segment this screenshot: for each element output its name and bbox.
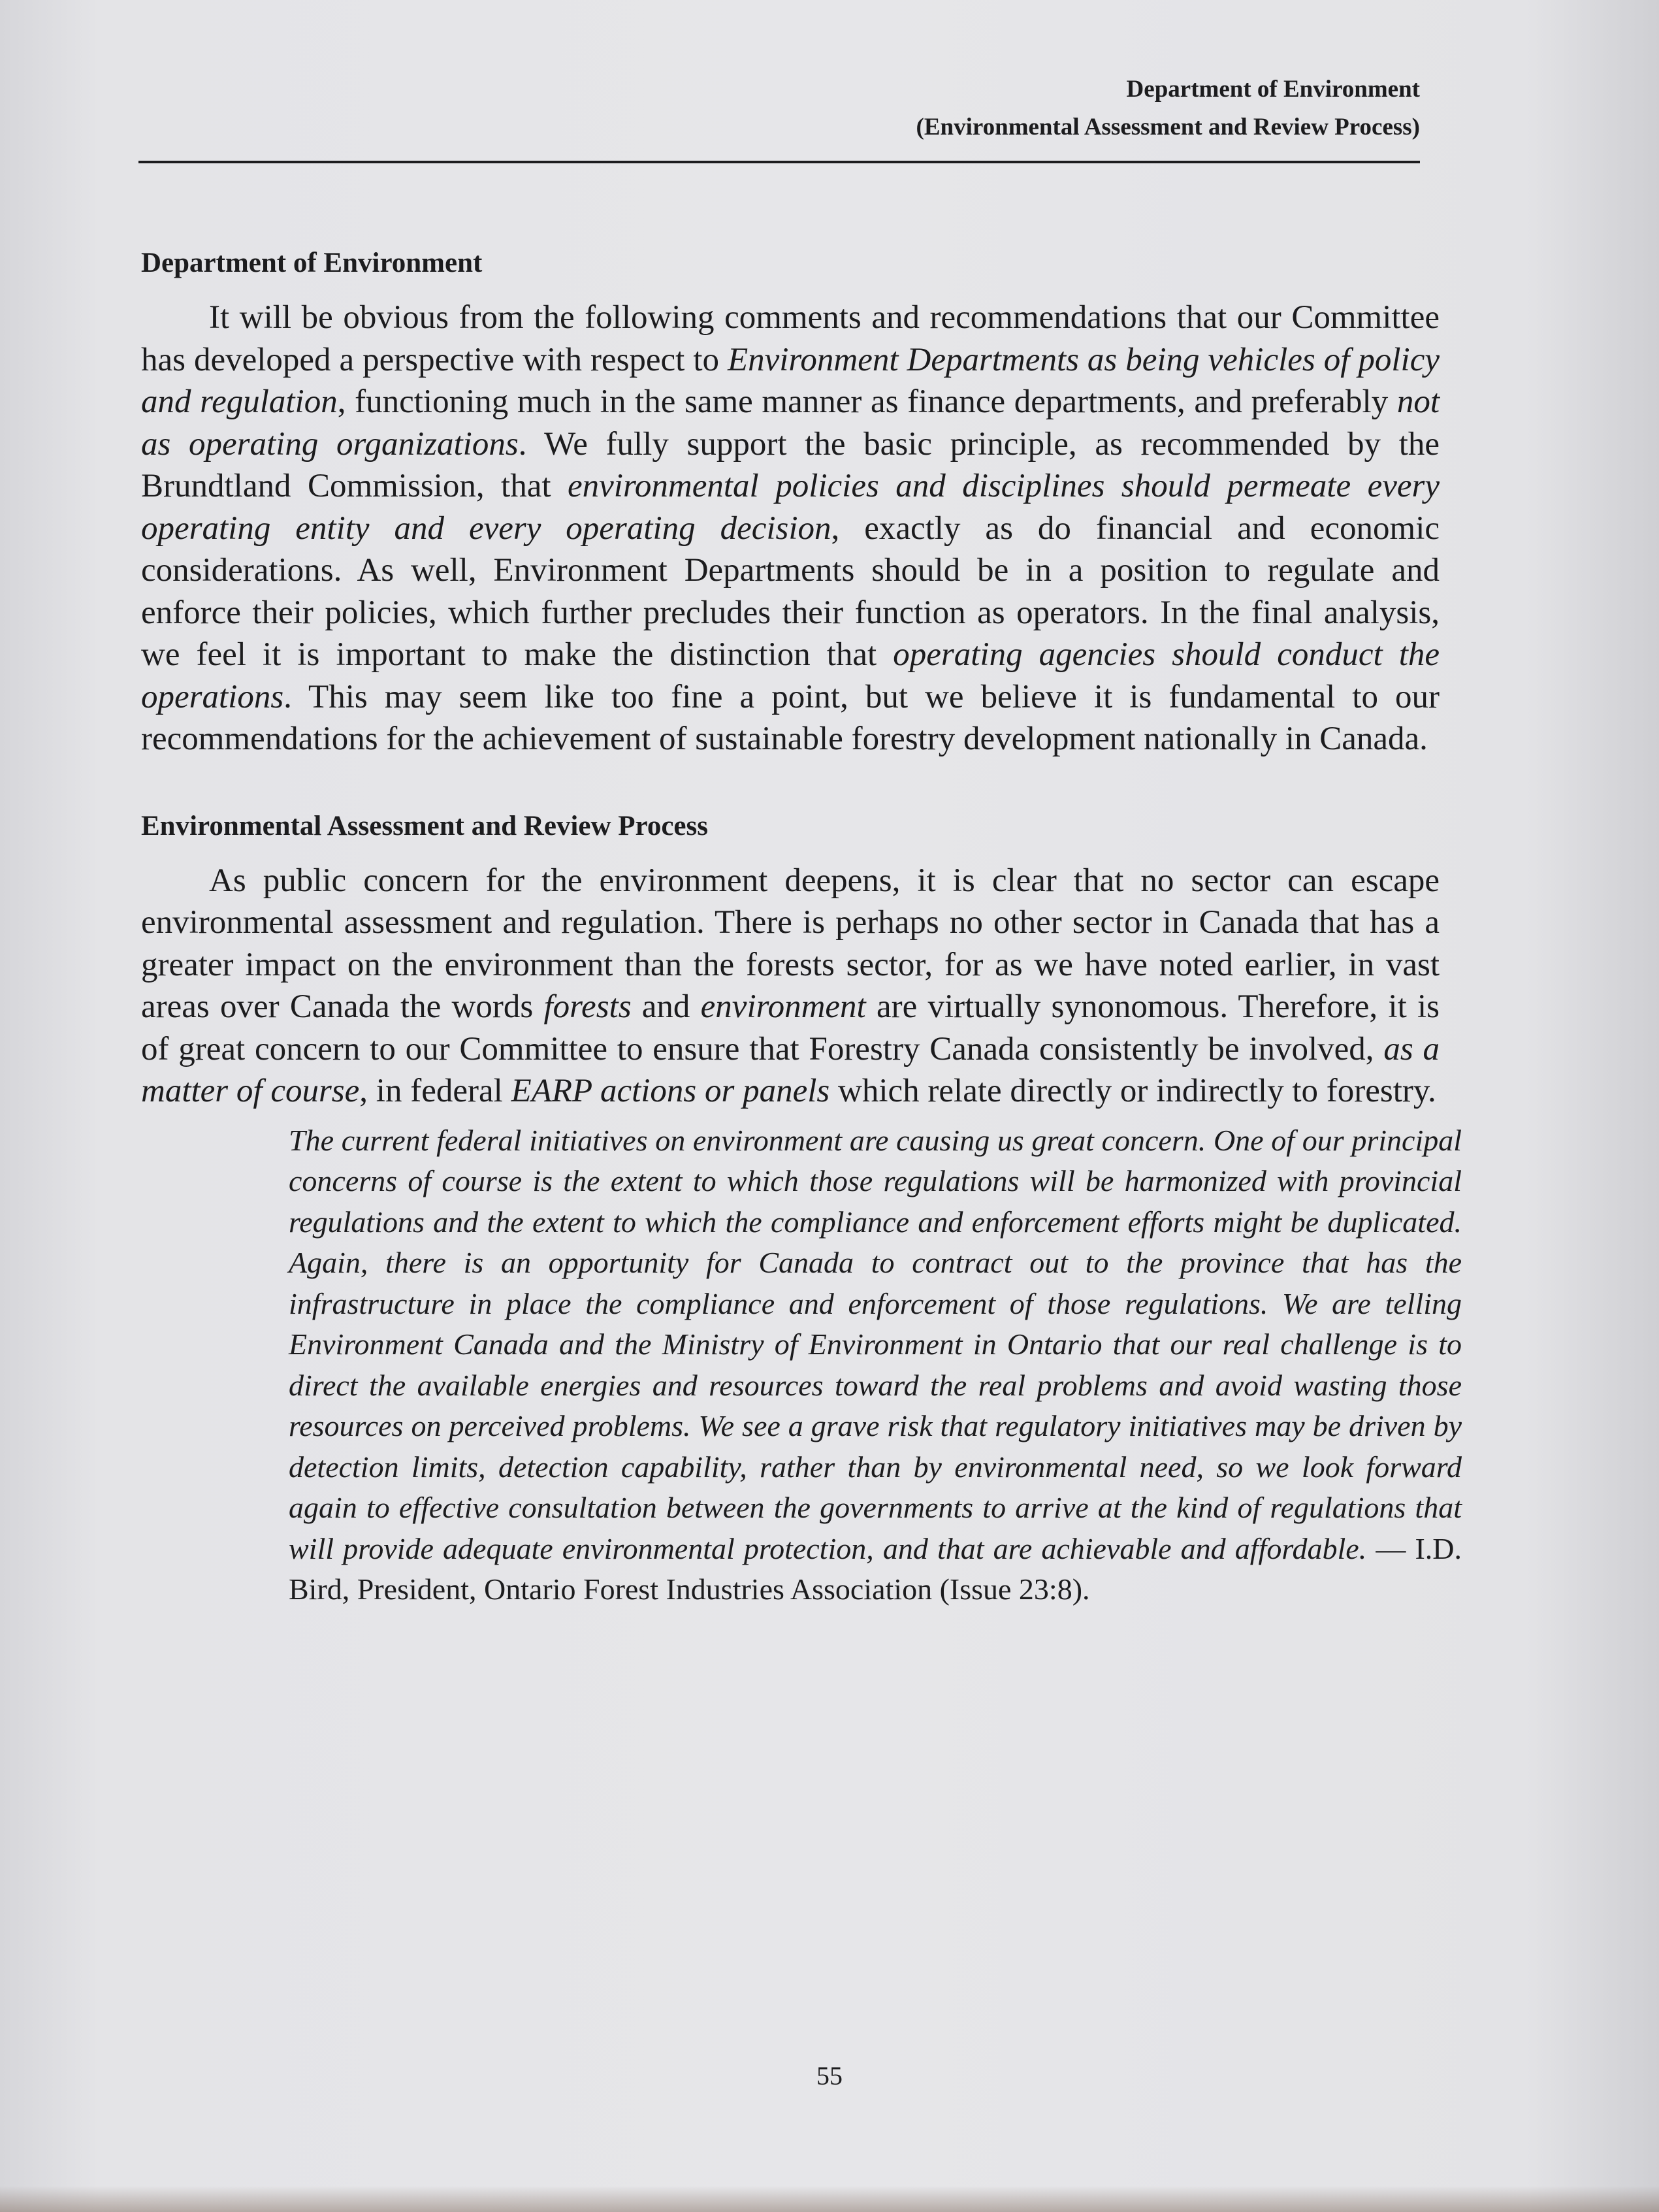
italic-run: operating agencies should conduct the operations (141, 636, 1440, 715)
text-run: , functioning much in the same manner as finance departments, and preferably (337, 383, 1397, 420)
text-run: . We fully support the basic principle, as recommended by the Brundtland Commission, that (141, 425, 1440, 504)
section-heading-department: Department of Environment (141, 248, 483, 278)
text-run: are virtually synonomous. Therefore, it is of great concern to our Committee to ensure that Forestry Canada consistently be involved, (141, 988, 1440, 1067)
text-run: , in federal (359, 1073, 511, 1109)
running-header (138, 71, 1420, 146)
running-header-subtitle: (Environmental Assessment and Review Process) (916, 114, 1420, 140)
section-gap (141, 760, 1440, 806)
italic-run: environment (700, 988, 866, 1025)
text-run: It will be obvious from the following comments and recommendations that our Committee has developed a perspective with respect to (141, 299, 1440, 378)
text-run: which relate directly or indirectly to forestry. (830, 1073, 1436, 1109)
section-heading-earp: Environmental Assessment and Review Process (141, 810, 708, 841)
quote-text: The current federal initiatives on environment are causing us great concern. One of our principal concerns of course is the extent to which those regulations will be harmonized with provincial regulations and the extent to which the compliance and enforcement efforts might be duplicated. Again, there is an opportunity for Canada to contract out to the province that has the infrastructure in place the compliance and enforcement of those regulations. We are telling Environment Canada and the Ministry of Environment in Ontario that our real challenge is to direct the available energies and resources toward the real problems and avoid wasting those resources on perceived problems. We see a grave risk that regulatory initiatives may be driven by detection limits, detection capability, rather than by environmental need, so we look forward again to effective consultation between the governments to arrive at the kind of regulations that will provide adequate environmental protection, and that are achievable and affordable. (289, 1123, 1462, 1565)
text-run: . This may seem like too fine a point, but we believe it is fundamental to our recommendations for the achievement of sustainable forestry development nationally in Canada. (141, 678, 1440, 757)
quote-attribution: — I.D. Bird, President, Ontario Forest Industries Association (Issue 23:8). (289, 1531, 1462, 1606)
italic-run: forests (543, 988, 632, 1025)
page-number: 55 (816, 2061, 843, 2090)
italic-run: EARP actions or panels (511, 1073, 830, 1109)
page-edge-shadow (0, 2186, 1659, 2212)
italic-run: as a matter of course (141, 1030, 1440, 1109)
block-quote (289, 1120, 1462, 1610)
paragraph-earp (141, 860, 1440, 1113)
header-rule (138, 161, 1420, 163)
page-content (141, 243, 1462, 1610)
italic-run: Environment Departments as being vehicles of policy and regulation (141, 341, 1440, 420)
text-run: As public concern for the environment deepens, it is clear that no sector can escape environmental assessment and regulation. There is perhaps no other sector in Canada that has a greater impact on the environment than the forests sector, for as we have noted earlier, in vast areas over Canada the words (141, 862, 1440, 1025)
italic-run: not as operating organizations (141, 383, 1440, 463)
text-run: , exactly as do financial and economic considerations. As well, Environment Departments should be in a position to regulate and enforce their policies, which further precludes their function as operators. In the final analysis, we feel it is important to make the distinction that (141, 510, 1440, 673)
running-header-title: Department of Environment (1126, 76, 1420, 103)
paragraph-department (141, 297, 1440, 760)
text-run: and (631, 988, 701, 1025)
italic-run: environmental policies and disciplines should permeate every operating entity and every operating decision (141, 468, 1440, 547)
